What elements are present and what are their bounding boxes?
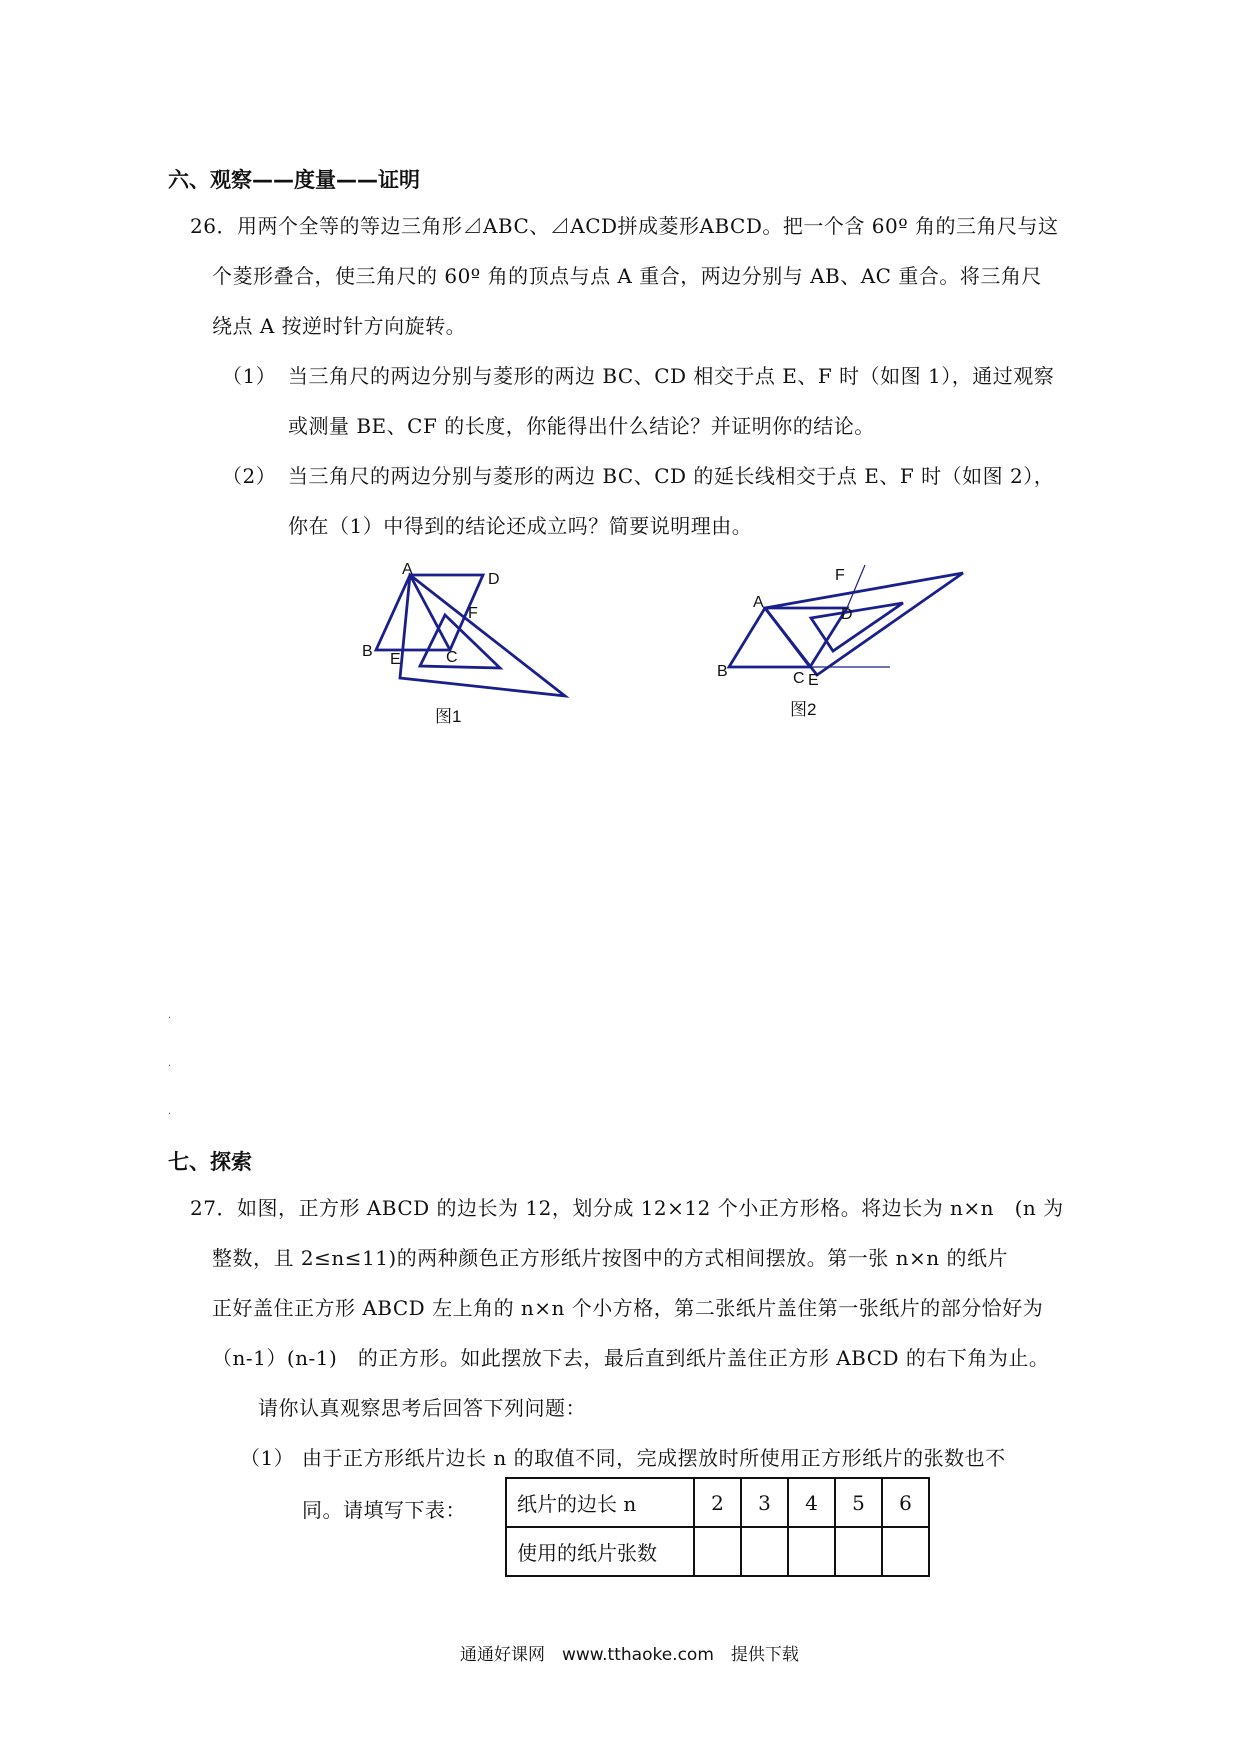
table-answer-cell[interactable] — [788, 1527, 835, 1576]
q27-part-1-line-1: 由于正方形纸片边长 n 的取值不同，完成摆放时所使用正方形纸片的张数也不 — [302, 1446, 1006, 1470]
set-square-inner — [420, 615, 500, 668]
label-f: F — [468, 605, 478, 622]
table-cell: 2 — [694, 1478, 741, 1527]
figure-1 — [350, 560, 580, 730]
figure-1-caption: 图1 — [435, 707, 462, 726]
figure-2-caption: 图2 — [790, 700, 817, 719]
margin-dot: . — [168, 1106, 172, 1117]
label-c: C — [793, 670, 805, 687]
label-e: E — [390, 651, 401, 668]
page-footer: 通通好课网 www.tthaoke.com 提供下载 — [460, 1645, 799, 1665]
q27-part-1-number: （1） — [240, 1446, 295, 1470]
table-answer-cell[interactable] — [694, 1527, 741, 1576]
question-27-line-3: 正好盖住正方形 ABCD 左上角的 n×n 个小方格，第二张纸片盖住第一张纸片的部分恰好为 — [212, 1296, 1044, 1320]
q27-part-1-line-2: 同。请填写下表： — [302, 1498, 466, 1522]
section-7-heading: 七、探索 — [168, 1150, 252, 1174]
table-header-side-length: 纸片的边长 n — [506, 1478, 694, 1527]
label-d: D — [488, 571, 500, 588]
part-1-number: （1） — [222, 364, 277, 388]
label-c: C — [446, 649, 458, 666]
question-27-line-5: 请你认真观察思考后回答下列问题： — [258, 1396, 586, 1420]
diagonal-ac — [410, 575, 450, 650]
figure-2 — [715, 555, 975, 725]
paper-count-table — [505, 1477, 930, 1577]
question-26-line-3: 绕点 A 按逆时针方向旋转。 — [212, 314, 467, 338]
label-b: B — [717, 663, 728, 680]
part-2-line-2: 你在（1）中得到的结论还成立吗？简要说明理由。 — [288, 514, 753, 538]
cd-extension-line — [847, 565, 865, 608]
margin-dot: . — [168, 1058, 172, 1069]
question-26-line-2: 个菱形叠合，使三角尺的 60º 角的顶点与点 A 重合，两边分别与 AB、AC 重合。将三角尺 — [212, 264, 1042, 288]
part-1-line-1: 当三角尺的两边分别与菱形的两边 BC、CD 相交于点 E、F 时（如图 1），通过观察 — [288, 364, 1055, 388]
table-row — [506, 1527, 929, 1576]
label-a: A — [402, 561, 413, 578]
label-b: B — [362, 643, 373, 660]
table-cell: 5 — [835, 1478, 882, 1527]
table-cell: 4 — [788, 1478, 835, 1527]
label-f: F — [835, 567, 845, 584]
label-e: E — [808, 672, 819, 689]
part-2-number: （2） — [222, 464, 277, 488]
question-27-line-1: 27．如图，正方形 ABCD 的边长为 12，划分成 12×12 个小正方形格。将边长为 n×n (n 为 — [190, 1196, 1064, 1220]
question-26-line-1: 26．用两个全等的等边三角形⊿ABC、⊿ACD拼成菱形ABCD。把一个含 60º 角的三角尺与这 — [190, 214, 1059, 238]
table-answer-cell[interactable] — [882, 1527, 929, 1576]
label-a: A — [753, 594, 764, 611]
table-answer-cell[interactable] — [835, 1527, 882, 1576]
part-2-line-1: 当三角尺的两边分别与菱形的两边 BC、CD 的延长线相交于点 E、F 时（如图 2）， — [288, 464, 1055, 488]
table-row — [506, 1478, 929, 1527]
table-header-paper-count: 使用的纸片张数 — [506, 1527, 694, 1576]
table-cell: 6 — [882, 1478, 929, 1527]
question-27-line-4: （n-1）(n-1) 的正方形。如此摆放下去，最后直到纸片盖住正方形 ABCD 的右下角为止。 — [212, 1346, 1050, 1370]
set-square-outer — [765, 573, 963, 675]
question-27-line-2: 整数，且 2≤n≤11)的两种颜色正方形纸片按图中的方式相间摆放。第一张 n×n 的纸片 — [212, 1246, 1008, 1270]
part-1-line-2: 或测量 BE、CF 的长度，你能得出什么结论？并证明你的结论。 — [288, 414, 875, 438]
table-answer-cell[interactable] — [741, 1527, 788, 1576]
table-cell: 3 — [741, 1478, 788, 1527]
margin-dot: . — [168, 1010, 172, 1021]
set-square-outer — [400, 575, 565, 696]
label-d: D — [841, 606, 853, 623]
section-6-heading: 六、观察——度量——证明 — [168, 168, 420, 192]
